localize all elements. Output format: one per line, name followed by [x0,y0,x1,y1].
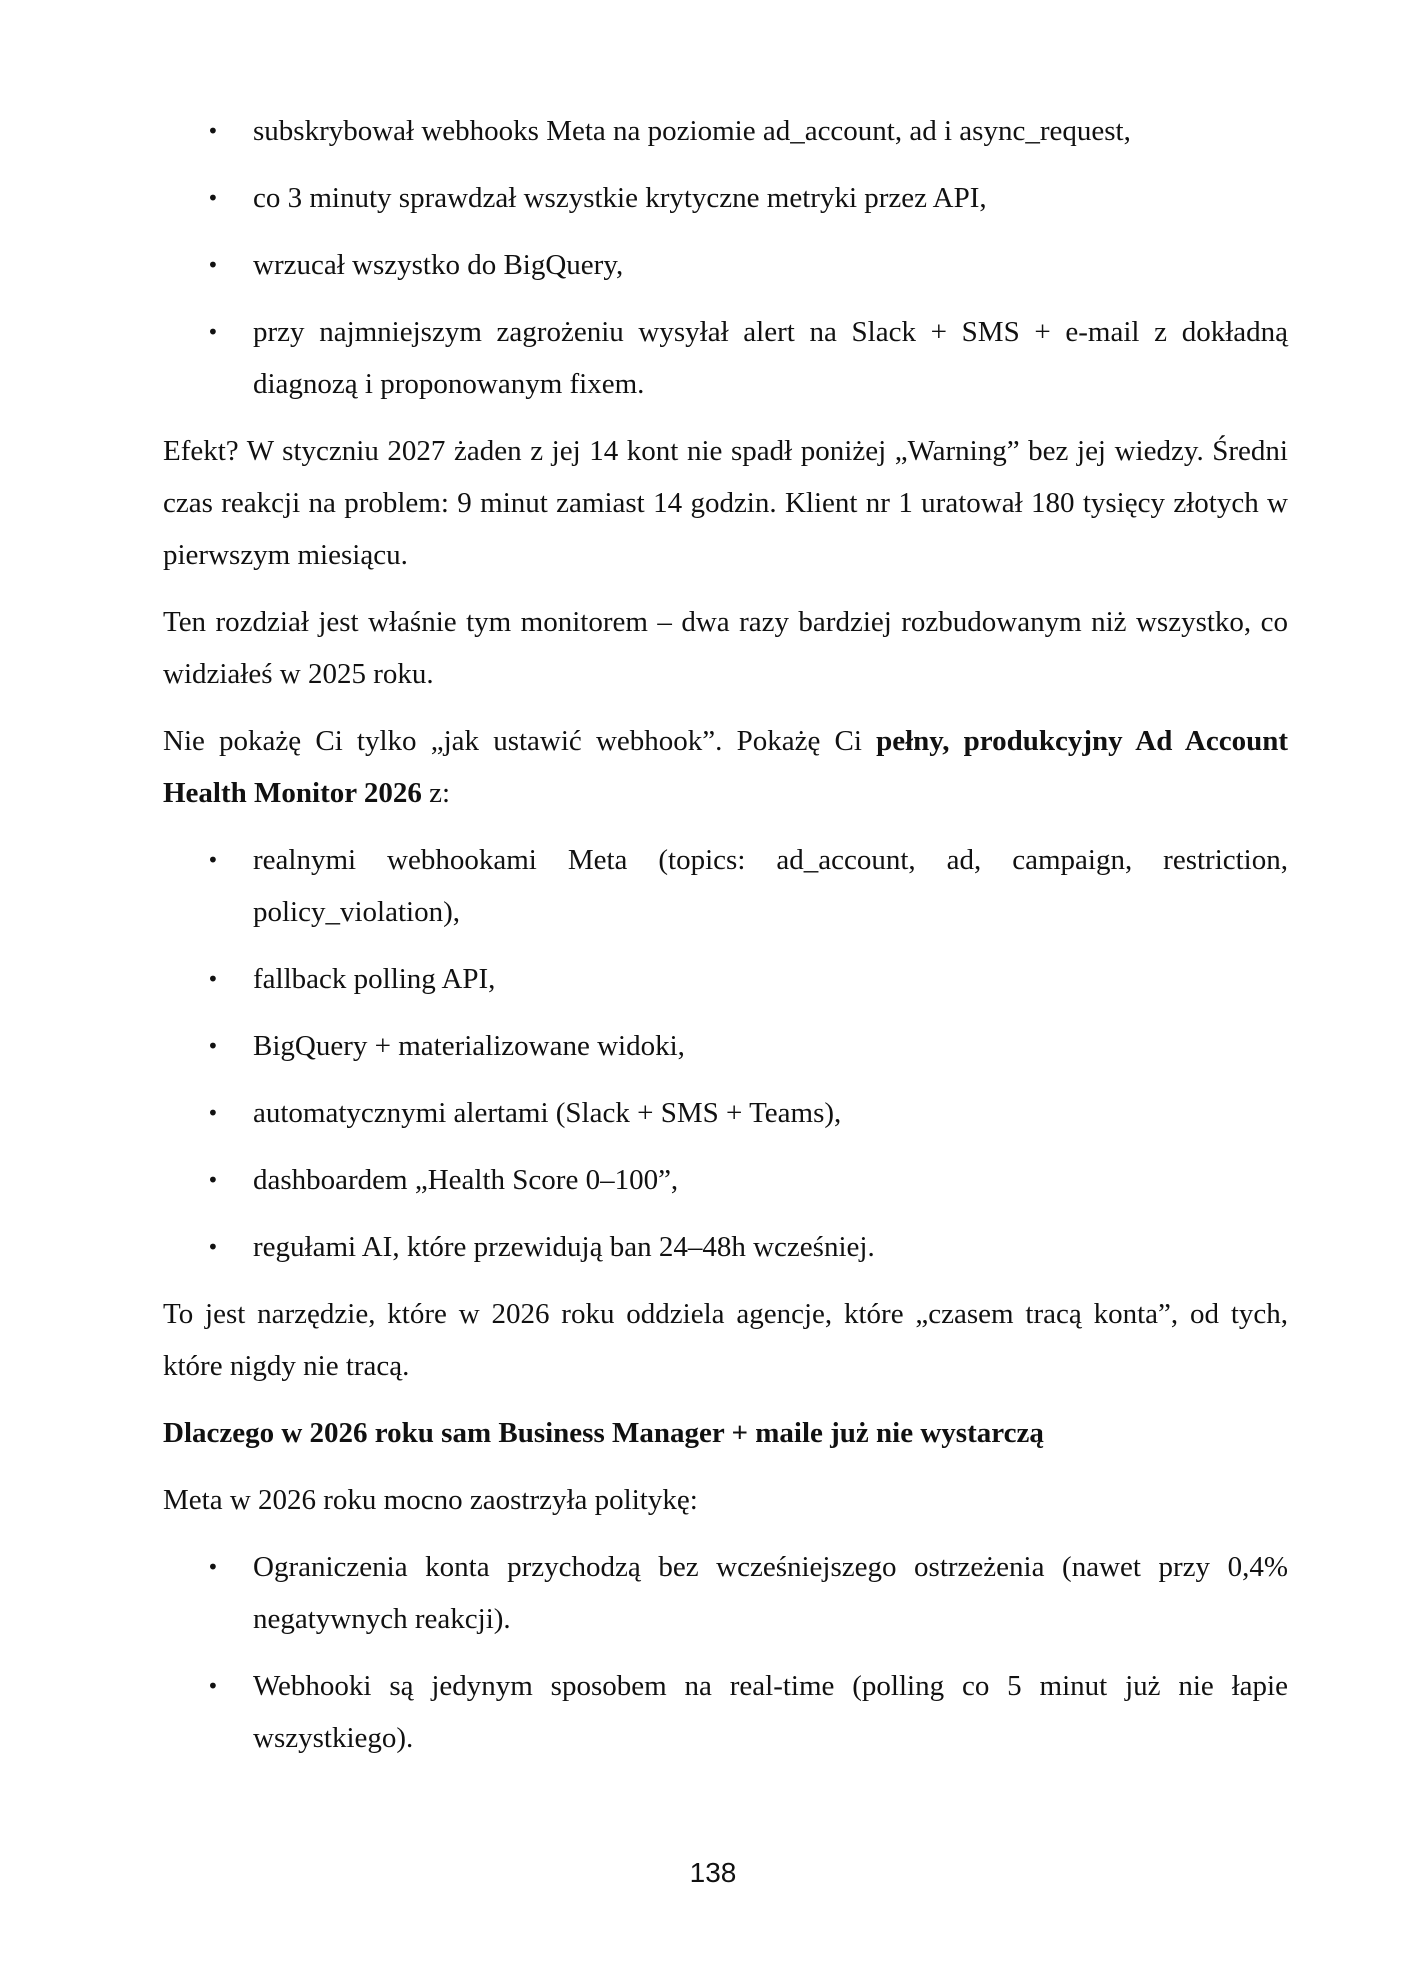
page-body [163,105,1288,1779]
list-item-text: Webhooki są jedynym sposobem na real-time (polling co 5 minut już nie łapie wszystkiego). [253,1670,1288,1754]
list-item-text: fallback polling API, [253,963,496,995]
paragraph-chapter: Ten rozdział jest właśnie tym monitorem – dwa razy bardziej rozbudowanym niż wszystko, co widziałeś w 2025 roku. [163,606,1288,690]
paragraph-show-bold: pełny, produkcyjny Ad Account Health Monitor 2026 [163,725,1289,809]
list-item-text: subskrybował webhooks Meta na poziomie ad_account, ad i async_request, [253,115,1131,147]
paragraph-effect: Efekt? W styczniu 2027 żaden z jej 14 kont nie spadł poniżej „Warning” bez jej wiedzy. Średni czas reakcji na problem: 9 minut zamiast 14 godzin. Klient nr 1 uratował 180 tysięcy złotych w pierwszym miesiącu. [163,435,1288,571]
bullet-icon: • [207,119,219,143]
bullet-icon: • [207,1168,219,1192]
list-item [207,1541,1288,1645]
list-item [207,105,1288,157]
paragraph-show-tail: z: [421,777,451,809]
list-item-text: regułami AI, które przewidują ban 24–48h wcześniej. [253,1231,875,1263]
list-item-text: automatycznymi alertami (Slack + SMS + Teams), [253,1097,842,1129]
list-item [207,306,1288,410]
list-item-text: dashboardem „Health Score 0–100”, [253,1164,679,1196]
list-item [207,1020,1288,1072]
list-item [207,1660,1288,1764]
bullet-icon: • [207,1235,219,1259]
list-item-text: Ograniczenia konta przychodzą bez wcześniejszego ostrzeżenia (nawet przy 0,4% negatywnych reakcji). [253,1551,1288,1635]
bullet-icon: • [207,1034,219,1058]
paragraph-meta: Meta w 2026 roku mocno zaostrzyła politykę: [163,1484,698,1516]
list-item [207,834,1288,938]
list-item [207,953,1288,1005]
meta-policy-list [163,1541,1288,1764]
list-item-text: wrzucał wszystko do BigQuery, [253,249,624,281]
monitor-actions-list [163,105,1288,410]
bullet-icon: • [207,848,219,872]
list-item-text: co 3 minuty sprawdzał wszystkie krytyczne metryki przez API, [253,182,987,214]
bullet-icon: • [207,1555,219,1579]
list-item-text: przy najmniejszym zagrożeniu wysyłał alert na Slack + SMS + e-mail z dokładną diagnozą i proponowanym fixem. [253,316,1288,400]
paragraph-show [163,715,1288,819]
list-item [207,1154,1288,1206]
bullet-icon: • [207,253,219,277]
paragraph-tool: To jest narzędzie, które w 2026 roku oddziela agencje, które „czasem tracą konta”, od tych, które nigdy nie tracą. [163,1298,1288,1382]
list-item [207,1221,1288,1273]
bullet-icon: • [207,186,219,210]
list-item [207,172,1288,224]
bullet-icon: • [207,1101,219,1125]
list-item-text: realnymi webhookami Meta (topics: ad_account, ad, campaign, restriction, policy_violation), [253,844,1288,928]
page-number: 138 [689,1857,737,1888]
list-item [207,1087,1288,1139]
list-item [207,239,1288,291]
bullet-icon: • [207,320,219,344]
paragraph-show-lead: Nie pokażę Ci tylko „jak ustawić webhook”. Pokażę Ci [163,725,877,757]
bullet-icon: • [207,967,219,991]
section-heading: Dlaczego w 2026 roku sam Business Manager + maile już nie wystarczą [163,1417,1044,1449]
monitor-features-list [163,834,1288,1273]
bullet-icon: • [207,1674,219,1698]
list-item-text: BigQuery + materializowane widoki, [253,1030,685,1062]
